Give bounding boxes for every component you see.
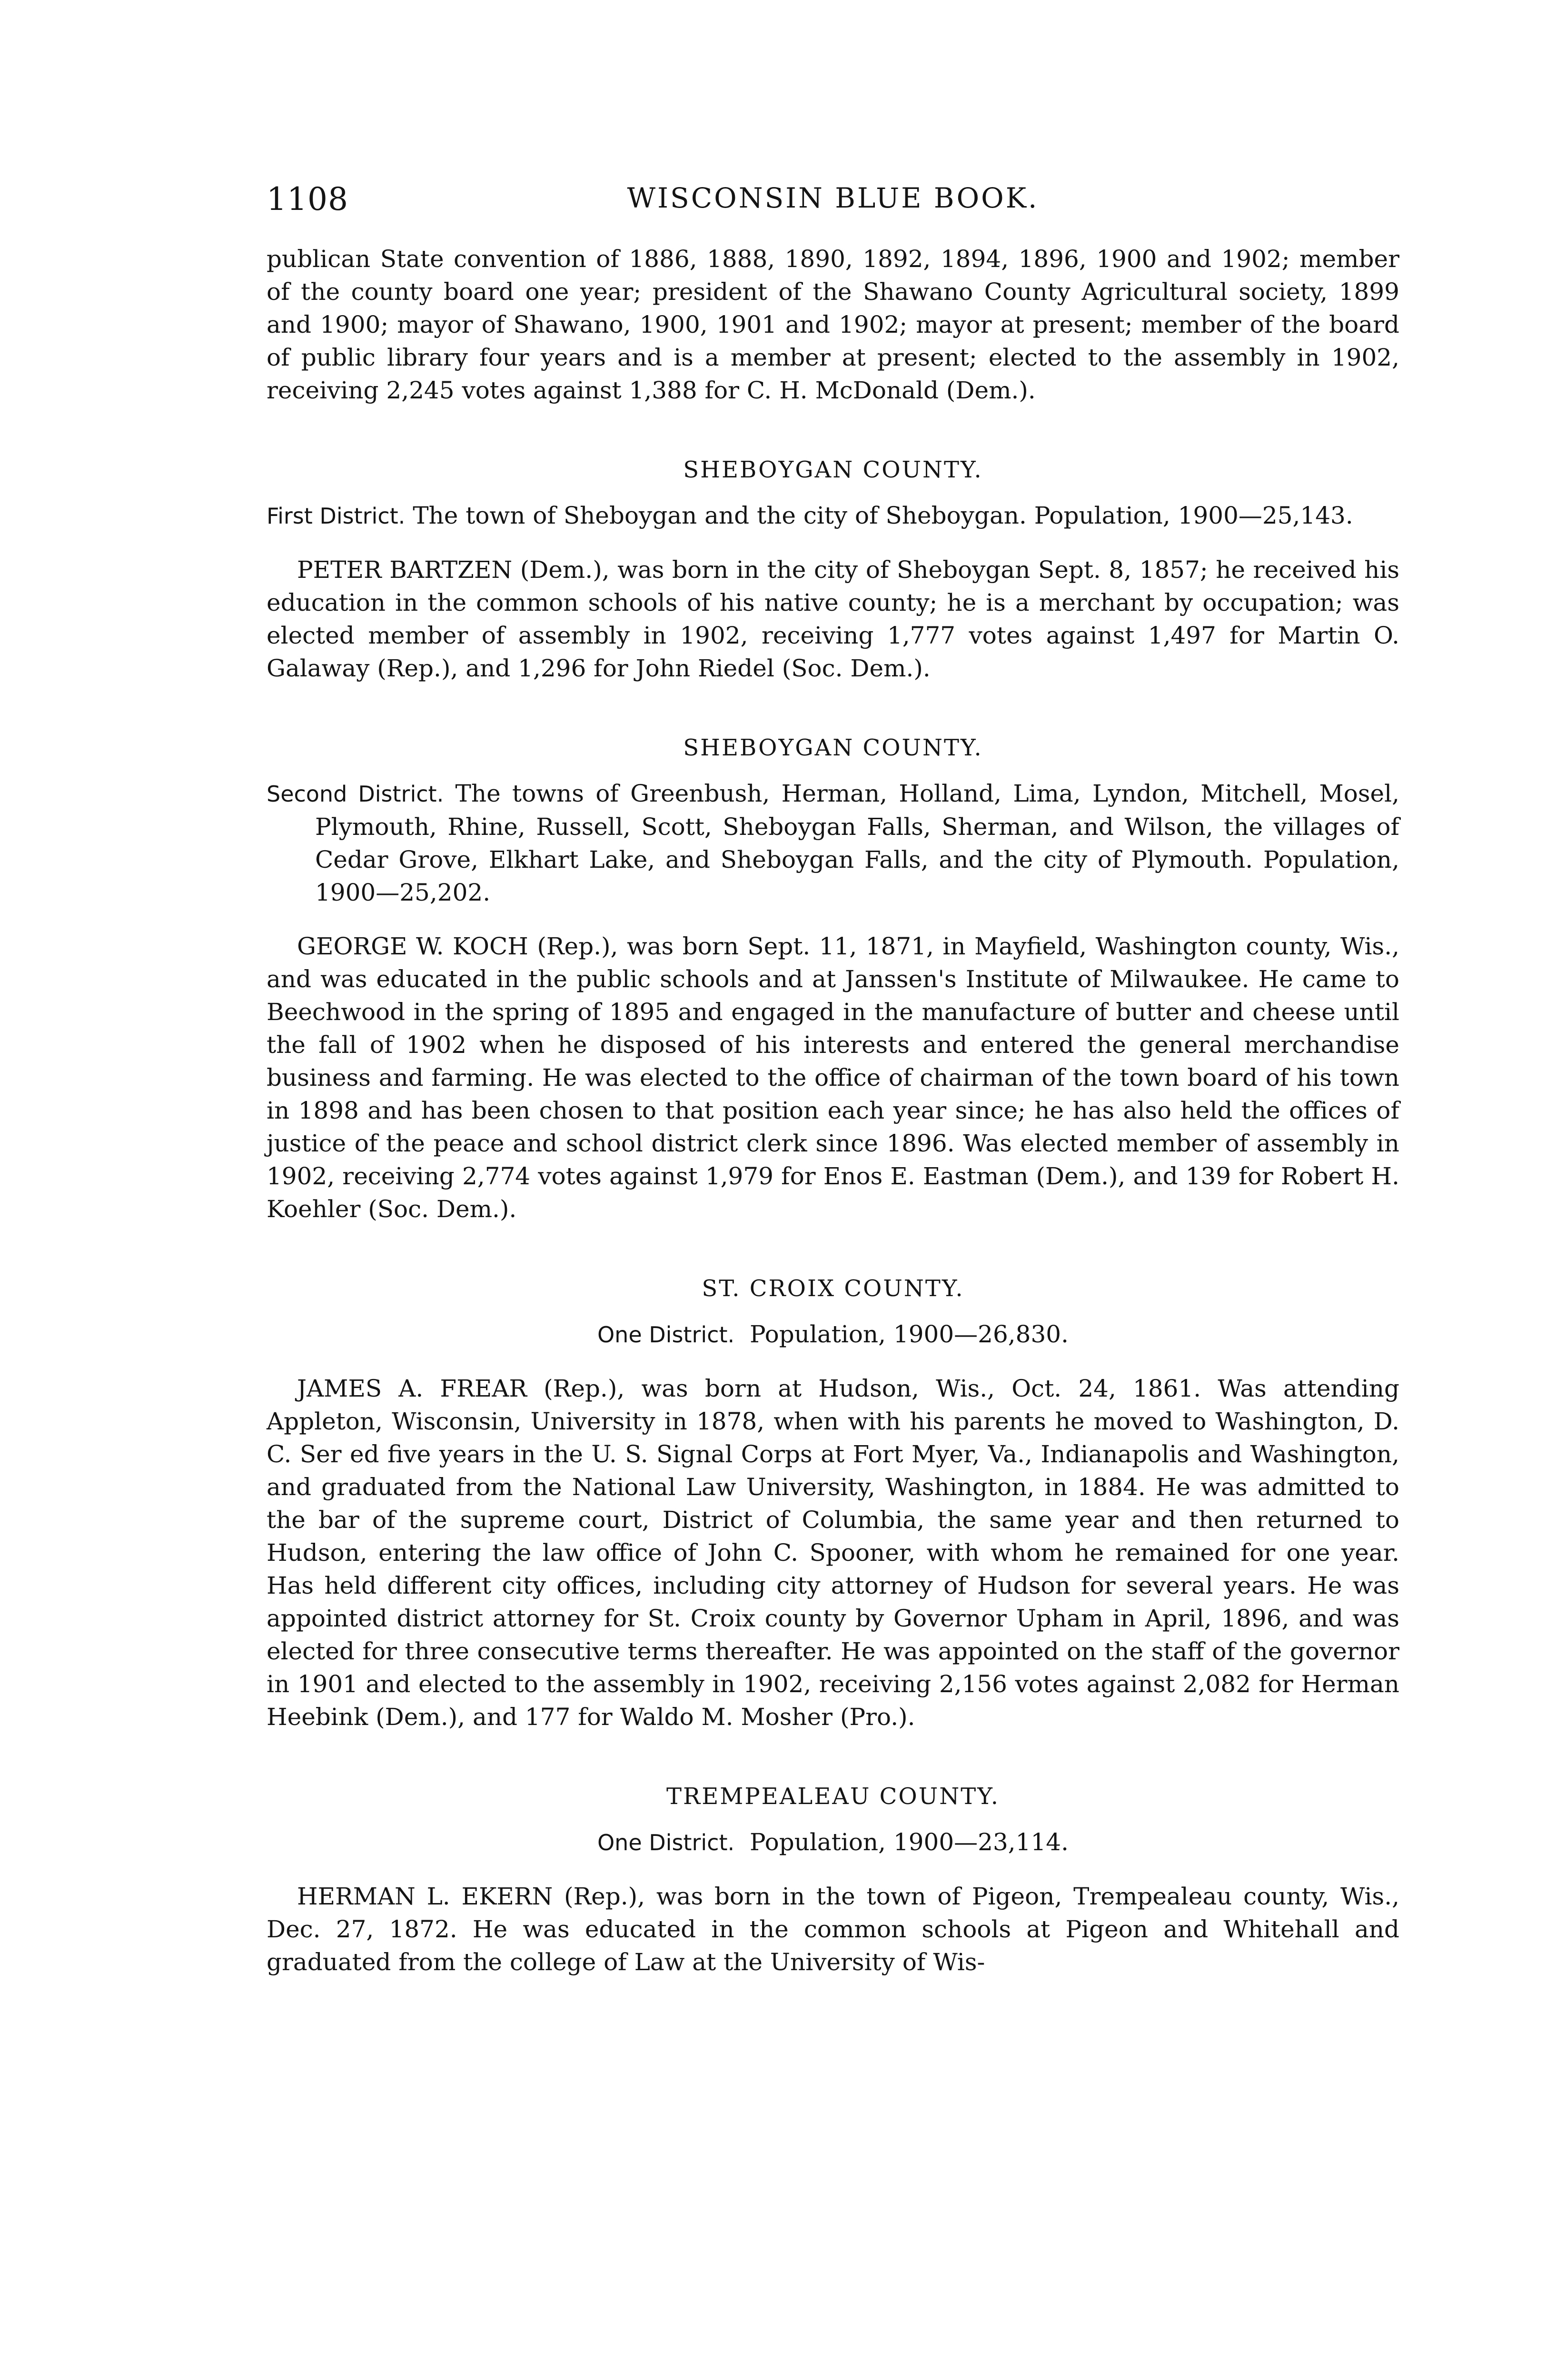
district-label: Second District.	[267, 781, 444, 807]
district-text: Population, 1900—26,830.	[750, 1320, 1069, 1348]
county-heading: SHEBOYGAN COUNTY.	[683, 456, 983, 483]
district-label: One District.	[597, 1830, 735, 1855]
biography-paragraph: GEORGE W. KOCH (Rep.), was born Sept. 11, 1871, in Mayfield, Washington county, Wis., and was educated in the public schools and at Janssen's Institute of Milwaukee. He came to Beechwood in the spring of 1895 and engaged in the manufacture of butter and cheese until the fall of 1902 when he disposed of his interests and entered the general merchandise business and farming. He was elected to the office of chairman of the town board of his town in 1898 and has been chosen to that position each year since; he has also held the offices of justice of the peace and school district clerk since 1896. Was elected member of assembly in 1902, receiving 2,774 votes against 1,979 for Enos E. Eastman (Dem.), and 139 for Robert H. Koehler (Soc. Dem.).	[267, 932, 1399, 1223]
district-description	[267, 1826, 1399, 1859]
biography-paragraph: PETER BARTZEN (Dem.), was born in the city of Sheboygan Sept. 8, 1857; he received his education in the common schools of his native county; he is a merchant by occupation; was elected member of assembly in 1902, receiving 1,777 votes against 1,497 for Martin O. Galaway (Rep.), and 1,296 for John Riedel (Soc. Dem.).	[267, 556, 1399, 682]
district-description	[267, 499, 1399, 533]
district-text: The towns of Greenbush, Herman, Holland, Lima, Lyndon, Mitchell, Mosel, Plymouth, Rhine, Russell, Scott, Sheboygan Falls, Sherman, and Wilson, the villages of Cedar Grove, Elkhart Lake, and Sheboygan Falls, and the city of Plymouth. Population, 1900—25,202.	[315, 780, 1399, 906]
running-title: WISCONSIN BLUE BOOK.	[627, 182, 1039, 214]
section-st-croix	[267, 1275, 1399, 1734]
county-heading: TREMPEALEAU COUNTY.	[666, 1783, 1000, 1810]
district-description	[267, 777, 1399, 909]
page-number: 1108	[267, 181, 348, 218]
document-page	[267, 171, 1399, 1979]
intro-paragraph: publican State convention of 1886, 1888, 1890, 1892, 1894, 1896, 1900 and 1902; member of the county board one year; president of the Shawano County Agricultural society, 1899 and 1900; mayor of Shawano, 1900, 1901 and 1902; mayor at present; member of the board of public library four years and is a member at present; elected to the assembly in 1902, receiving 2,245 votes against 1,388 for C. H. McDonald (Dem.).	[267, 245, 1399, 404]
county-heading: SHEBOYGAN COUNTY.	[683, 734, 983, 761]
district-label: One District.	[597, 1322, 735, 1348]
county-heading: ST. CROIX COUNTY.	[702, 1275, 964, 1302]
district-description	[267, 1318, 1399, 1351]
section-trempealeau	[267, 1783, 1399, 1979]
running-head	[267, 171, 1399, 228]
section-sheboygan-second	[267, 734, 1399, 1226]
biography-paragraph: JAMES A. FREAR (Rep.), was born at Hudson, Wis., Oct. 24, 1861. Was attending Appleton, Wisconsin, University in 1878, when with his parents he moved to Washington, D. C. Ser ed five years in the U. S. Signal Corps at Fort Myer, Va., Indianapolis and Washington, and graduated from the National Law University, Washington, in 1884. He was admitted to the bar of the supreme court, District of Columbia, the same year and then returned to Hudson, entering the law office of John C. Spooner, with whom he remained for one year. Has held different city offices, including city attorney of Hudson for several years. He was appointed district attorney for St. Croix county by Governor Upham in April, 1896, and was elected for three consecutive terms thereafter. He was appointed on the staff of the governor in 1901 and elected to the assembly in 1902, receiving 2,156 votes against 2,082 for Herman Heebink (Dem.), and 177 for Waldo M. Mosher (Pro.).	[267, 1375, 1399, 1731]
biography-paragraph: HERMAN L. EKERN (Rep.), was born in the town of Pigeon, Trempealeau county, Wis., Dec. 27, 1872. He was educated in the common schools at Pigeon and Whitehall and graduated from the college of Law at the University of Wis-	[267, 1883, 1399, 1976]
district-text: The town of Sheboygan and the city of Sheboygan. Population, 1900—25,143.	[413, 502, 1353, 529]
district-label: First District.	[267, 503, 406, 529]
section-sheboygan-first	[267, 456, 1399, 685]
district-text: Population, 1900—23,114.	[750, 1828, 1069, 1856]
